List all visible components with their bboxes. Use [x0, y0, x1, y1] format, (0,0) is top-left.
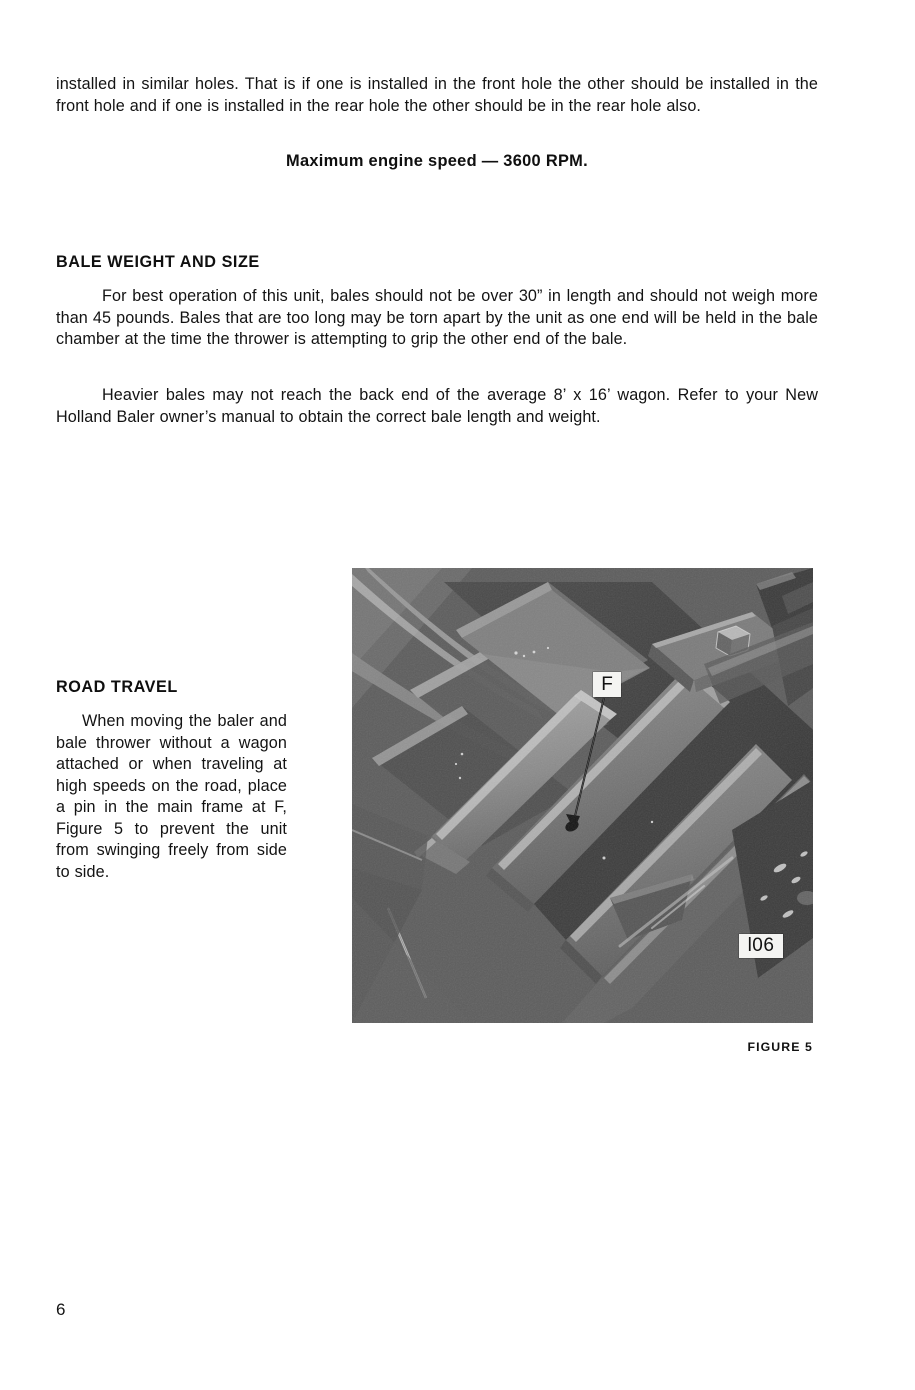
section-heading-road-travel: ROAD TRAVEL	[56, 678, 178, 696]
figure-photo-baler-frame	[352, 568, 813, 1023]
figure-5	[352, 568, 813, 1023]
intro-paragraph: installed in similar holes. That is if one is installed in the front hole the other should be installed in the front hole and if one is installed in the rear hole the other should be in the rear hole also.	[56, 75, 818, 115]
bale-weight-paragraph-2	[56, 385, 818, 428]
road-travel-paragraph	[56, 711, 287, 883]
bale-weight-paragraph-2-text: Heavier bales may not reach the back end of the average 8’ x 16’ wagon. Refer to your New Holland Baler owner’s manual to obtain the correct bale length and weight.	[56, 386, 818, 426]
page-number: 6	[56, 1300, 66, 1319]
photo-callout-label-number: l06	[739, 934, 783, 958]
figure-caption: FIGURE 5	[747, 1040, 813, 1054]
section-heading-bale-weight-and-size: BALE WEIGHT AND SIZE	[56, 253, 260, 271]
bale-weight-paragraph-1-text: For best operation of this unit, bales should not be over 30” in length and should not weigh more than 45 pounds. Bales that are too long may be torn apart by the unit as one end will be held in the bale chamber at the time the thrower is attempting to grip the other end of the bale.	[56, 287, 818, 349]
bale-weight-paragraph-1	[56, 286, 818, 351]
photo-callout-label-f: F	[593, 672, 621, 697]
engine-speed-note: Maximum engine speed — 3600 RPM.	[286, 152, 588, 170]
road-travel-paragraph-text: When moving the baler and bale thrower without a wagon attached or when traveling at high speeds on the road, place a pin in the main frame at F, Figure 5 to prevent the unit from swinging freely from side to side.	[56, 712, 287, 881]
